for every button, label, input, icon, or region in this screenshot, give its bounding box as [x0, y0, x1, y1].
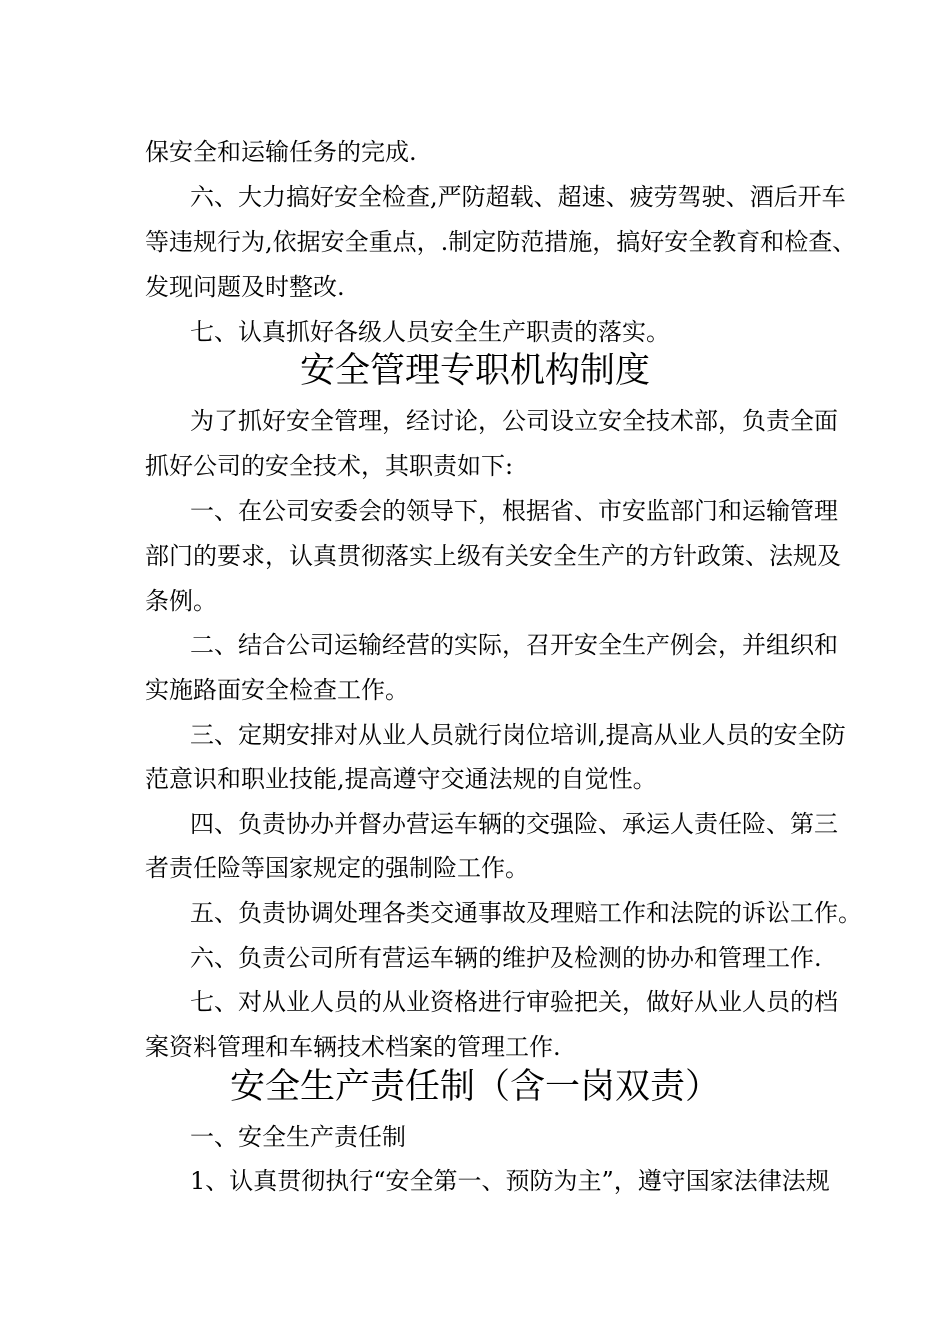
- paragraph-line: 抓好公司的安全技术，其职责如下:: [145, 452, 514, 480]
- paragraph-line: 部门的要求，认真贯彻落实上级有关安全生产的方针政策、法规及: [145, 542, 841, 570]
- paragraph-line: 发现问题及时整改.: [145, 273, 345, 301]
- paragraph-line: 一、安全生产责任制: [190, 1123, 406, 1151]
- paragraph-line: 四、负责协办并督办营运车辆的交强险、承运人责任险、第三: [190, 810, 838, 838]
- section-heading: 安全管理专职机构制度: [299, 351, 650, 391]
- paragraph-line: 七、对从业人员的从业资格进行审验把关，做好从业人员的档: [190, 988, 838, 1016]
- paragraph-line: 六、大力搞好安全检查,严防超载、超速、疲劳驾驶、酒后开车: [190, 183, 846, 211]
- paragraph-line: 条例。: [145, 587, 217, 615]
- paragraph-line: 六、负责公司所有营运车辆的维护及检测的协办和管理工作.: [190, 944, 822, 972]
- paragraph-line: 七、认真抓好各级人员安全生产职责的落实。: [190, 318, 670, 346]
- paragraph-line: 实施路面安全检查工作。: [145, 676, 409, 704]
- paragraph-line: 1、认真贯彻执行“安全第一、预防为主”，遵守国家法律法规: [190, 1167, 830, 1195]
- paragraph-line: 者责任险等国家规定的强制险工作。: [145, 854, 529, 882]
- paragraph-line: 等违规行为,依据安全重点，.制定防范措施，搞好安全教育和检查、: [145, 228, 857, 256]
- paragraph-line: 为了抓好安全管理，经讨论，公司设立安全技术部，负责全面: [190, 407, 838, 435]
- section-heading: 安全生产责任制（含一岗双责）: [229, 1067, 720, 1107]
- paragraph-line: 范意识和职业技能,提高遵守交通法规的自觉性。: [145, 765, 657, 793]
- paragraph-line: 一、在公司安委会的领导下，根据省、市安监部门和运输管理: [190, 497, 838, 525]
- paragraph-line: 五、负责协调处理各类交通事故及理赔工作和法院的诉讼工作。: [190, 899, 862, 927]
- paragraph-line: 二、结合公司运输经营的实际，召开安全生产例会，并组织和: [190, 631, 838, 659]
- paragraph-line: 保安全和运输任务的完成.: [145, 138, 417, 166]
- paragraph-line: 案资料管理和车辆技术档案的管理工作.: [145, 1033, 561, 1061]
- paragraph-line: 三、定期安排对从业人员就行岗位培训,提高从业人员的安全防: [190, 721, 846, 749]
